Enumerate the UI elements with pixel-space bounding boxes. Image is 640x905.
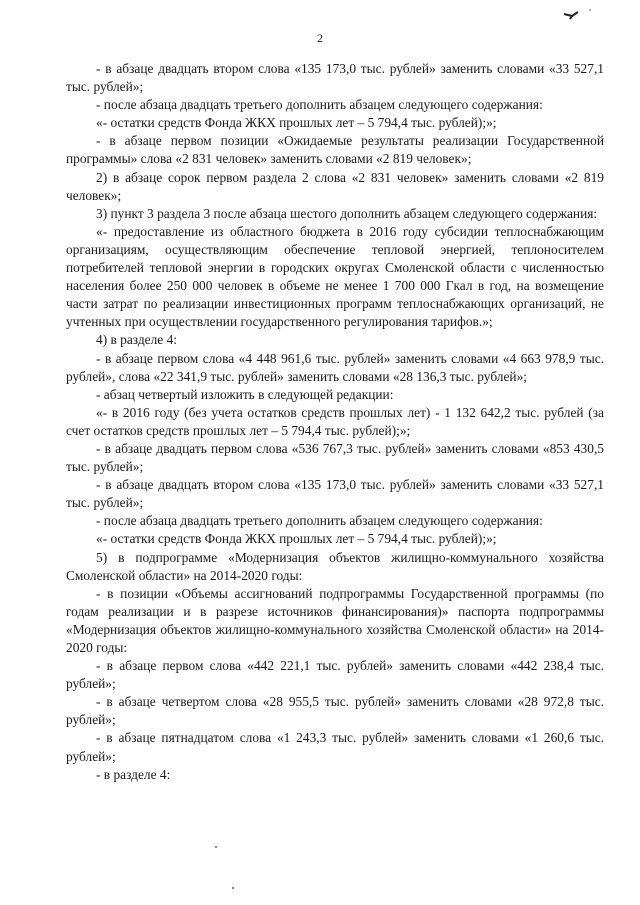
- paragraph-20: - в абзаце пятнадцатом слова «1 243,3 тыс. рублей» заменить словами «1 260,6 тыс. рублей»;: [66, 730, 604, 764]
- paragraph-17: - в позиции «Объемы ассигнований подпрограммы Государственной программы (по годам реализации и в разрезе источников финансирования)» паспорта подпрограммы «Модернизация объектов жилищно-коммунального хозяйства Смоленской области» на 2014-2020 годы:: [66, 585, 604, 655]
- paragraph-6: 3) пункт 3 раздела 3 после абзаца шестого дополнить абзацем следующего содержания:: [96, 205, 598, 221]
- paragraph-10: - абзац четвертый изложить в следующей редакции:: [96, 386, 394, 402]
- paragraph-5: 2) в абзаце сорок первом раздела 2 слова «2 831 человек» заменить словами «2 819 человек»;: [66, 169, 604, 203]
- document-body: [66, 60, 604, 784]
- paragraph-11: «- в 2016 году (без учета остатков средств прошлых лет) - 1 132 642,2 тыс. рублей (за счет остатков средств прошлых лет – 5 794,4 тыс. рублей);»;: [66, 404, 604, 438]
- paragraph-16: 5) в подпрограмме «Модернизация объектов жилищно-коммунального хозяйства Смоленской области» на 2014-2020 годы:: [66, 549, 604, 583]
- paragraph-15: «- остатки средств Фонда ЖКХ прошлых лет – 5 794,4 тыс. рублей);»;: [96, 531, 497, 547]
- scan-speck: [215, 846, 217, 848]
- paragraph-7: «- предоставление из областного бюджета в 2016 году субсидии теплоснабжающим организациям, осуществляющим обеспечение тепловой энергией, теплоносителем потребителей тепловой энергии в городских округах Смоленской области с численностью населения более 250 000 человек в объеме не менее 1 700 000 Гкал в год, на возмещение части затрат по реализации инвестиционных программ теплоснабжающих организаций, не учтенных при осуществлении государственного регулирования тарифов.»;: [66, 223, 604, 330]
- paragraph-2: - после абзаца двадцать третьего дополнить абзацем следующего содержания:: [96, 97, 543, 113]
- paragraph-12: - в абзаце двадцать первом слова «536 767,3 тыс. рублей» заменить словами «853 430,5 тыс. рублей»;: [66, 440, 604, 475]
- paragraph-3: «- остатки средств Фонда ЖКХ прошлых лет – 5 794,4 тыс. рублей);»;: [96, 115, 497, 131]
- paragraph-21: - в разделе 4:: [96, 766, 171, 782]
- pen-mark-icon: [560, 4, 600, 24]
- paragraph-8: 4) в разделе 4:: [96, 332, 178, 348]
- paragraph-9: - в абзаце первом слова «4 448 961,6 тыс. рублей» заменить словами «4 663 978,9 тыс. рублей», слова «22 341,9 тыс. рублей» заменить словами «28 136,3 тыс. рублей»;: [66, 350, 604, 384]
- paragraph-4: - в абзаце первом позиции «Ожидаемые результаты реализации Государственной программы» слова «2 831 человек» заменить словами «2 819 человек»;: [66, 133, 604, 167]
- paragraph-13: - в абзаце двадцать втором слова «135 173,0 тыс. рублей» заменить словами «33 527,1 тыс. рублей»;: [66, 477, 604, 511]
- paragraph-1: - в абзаце двадцать втором слова «135 173,0 тыс. рублей» заменить словами «33 527,1 тыс. рублей»;: [66, 61, 604, 95]
- paragraph-19: - в абзаце четвертом слова «28 955,5 тыс. рублей» заменить словами «28 972,8 тыс. рублей»;: [66, 694, 604, 728]
- scan-speck: [232, 887, 234, 889]
- paragraph-14: - после абзаца двадцать третьего дополнить абзацем следующего содержания:: [96, 513, 543, 529]
- paragraph-18: - в абзаце первом слова «442 221,1 тыс. рублей» заменить словами «442 238,4 тыс. рублей»;: [66, 658, 604, 692]
- page-number: 2: [317, 31, 323, 45]
